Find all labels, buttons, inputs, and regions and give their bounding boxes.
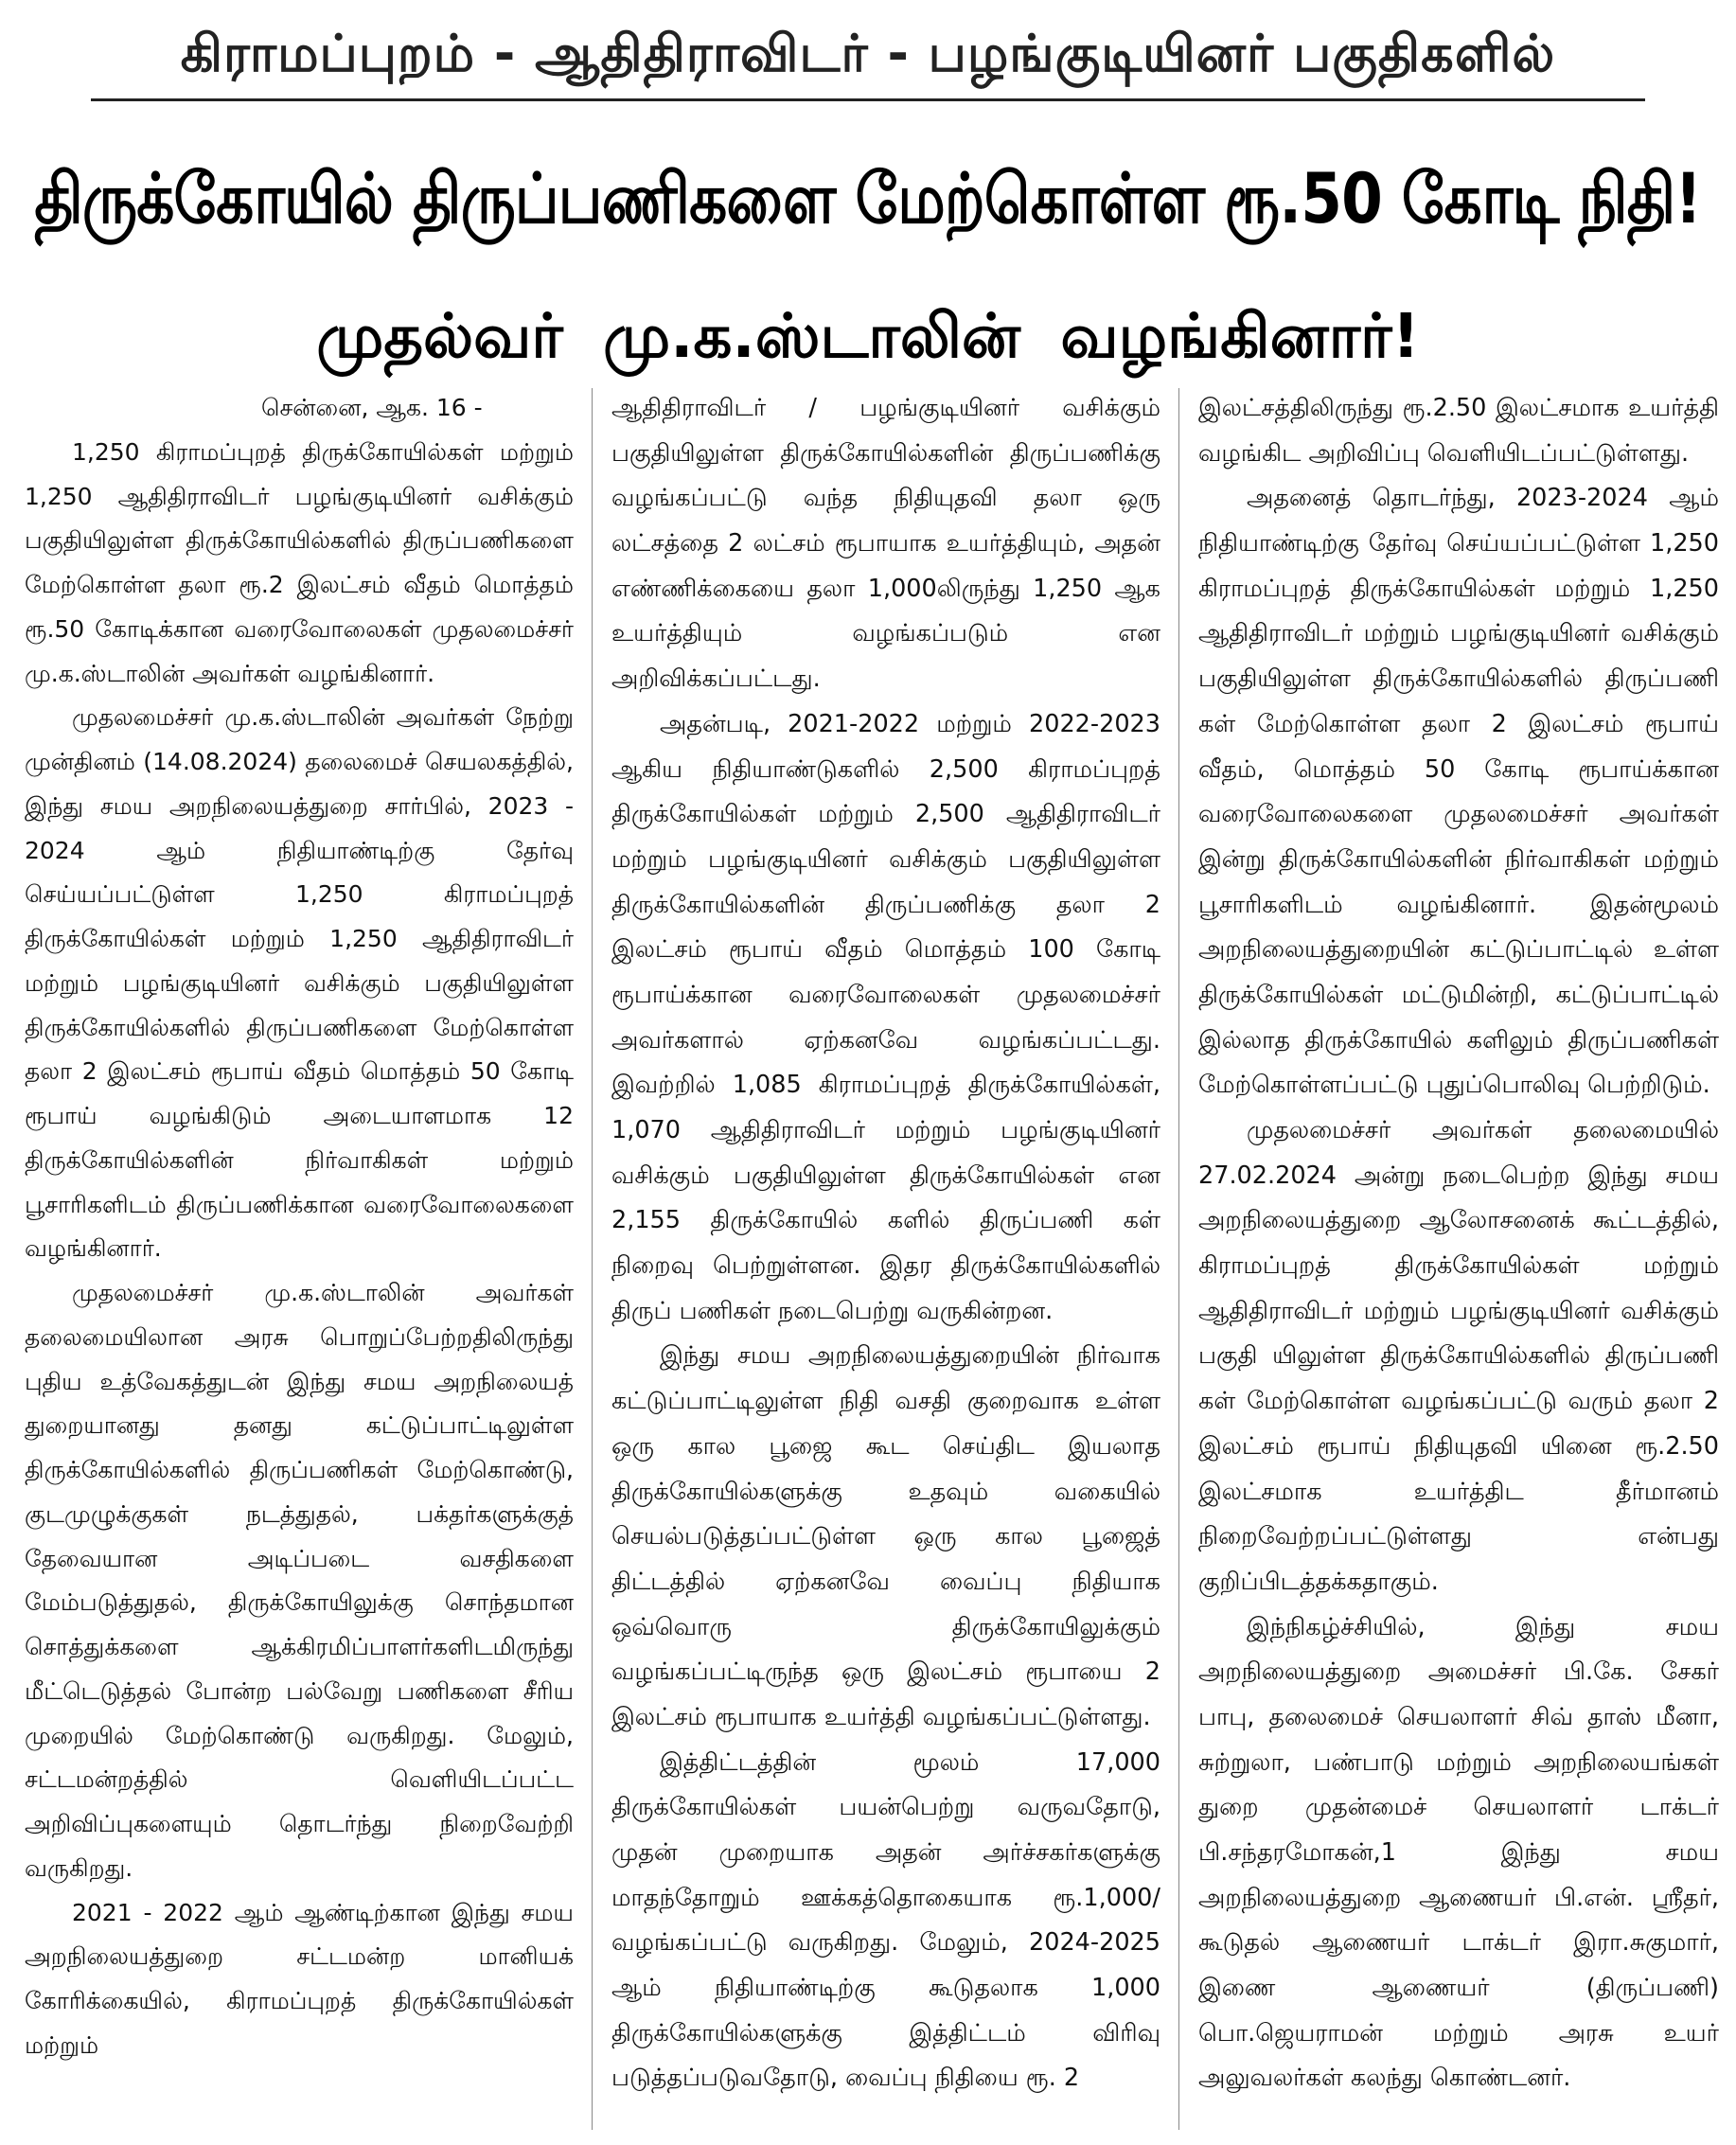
- article-paragraph: முதலமைச்சர் அவர்கள் தலைமையில் 27.02.2024 அன்று நடைபெற்ற இந்து சமய அறநிலையத்துறை ஆலோசனைக் கூட்டத்தில், கிராமப்புறத் திருக்கோயில்கள் மற்றும் ஆதிதிராவிடர் மற்றும் பழங்குடியினர் வசிக்கும் பகுதி யிலுள்ள திருக்கோயில்களில் திருப்பணி கள் மேற்கொள்ள வழங்கப்பட்டு வரும் தலா 2 இலட்சம் ரூபாய் நிதியுதவி யினை ரூ.2.50 இலட்சமாக உயர்த்திட தீர்மானம் நிறைவேற்றப்பட்டுள்ளது என்பது குறிப்பிடத்தக்கதாகும்.: [1198, 1116, 1719, 1596]
- article-column-3: [1198, 386, 1719, 2137]
- article-paragraph: முதலமைச்சர் மு.க.ஸ்டாலின் அவர்கள் தலைமையிலான அரசு பொறுப்பேற்றதிலிருந்து புதிய உத்வேகத்துடன் இந்து சமய அறநிலையத் துறையானது தனது கட்டுப்பாட்டிலுள்ள திருக்கோயில்களில் திருப்பணிகள் மேற்கொண்டு, குடமுழுக்குகள் நடத்துதல், பக்தர்களுக்குத் தேவையான அடிப்படை வசதிகளை மேம்படுத்துதல், திருக்கோயிலுக்கு சொந்தமான சொத்துக்களை ஆக்கிரமிப்பாளர்களிடமிருந்து மீட்டெடுத்தல் போன்ற பல்வேறு பணிகளை சீரிய முறையில் மேற்கொண்டு வருகிறது. மேலும், சட்டமன்றத்தில் வெளியிடப்பட்ட அறிவிப்புகளையும் தொடர்ந்து நிறைவேற்றி வருகிறது.: [25, 1279, 574, 1882]
- article-paragraph: 1,250 கிராமப்புறத் திருக்கோயில்கள் மற்றும் 1,250 ஆதிதிராவிடர் பழங்குடியினர் வசிக்கும் பகுதியிலுள்ள திருக்கோயில்களில் திருப்பணிகளை மேற்கொள்ள தலா ரூ.2 இலட்சம் வீதம் மொத்தம் ரூ.50 கோடிக்கான வரைவோலைகள் முதலமைச்சர் மு.க.ஸ்டாலின் அவர்கள் வழங்கினார்.: [25, 437, 574, 687]
- article-paragraph: 2021 - 2022 ஆம் ஆண்டிற்கான இந்து சமய அறநிலையத்துறை சட்டமன்ற மானியக் கோரிக்கையில், கிராமப்புறத் திருக்கோயில்கள் மற்றும்: [25, 1898, 574, 2059]
- headline-text: திருக்கோயில் திருப்பணிகளை மேற்கொள்ள ரூ.50 கோடி நிதி!: [34, 158, 1702, 239]
- dateline: சென்னை, ஆக. 16 -: [261, 394, 483, 421]
- article-paragraph: இந்து சமய அறநிலையத்துறையின் நிர்வாக கட்டுப்பாட்டிலுள்ள நிதி வசதி குறைவாக உள்ள ஒரு கால பூஜை கூட செய்திட இயலாத திருக்கோயில்களுக்கு உதவும் வகையில் செயல்படுத்தப்பட்டுள்ள ஒரு கால பூஜைத் திட்டத்தில் ஏற்கனவே வைப்பு நிதியாக ஒவ்வொரு திருக்கோயிலுக்கும் வழங்கப்பட்டிருந்த ஒரு இலட்சம் ரூபாயை 2 இலட்சம் ரூபாயாக உயர்த்தி வழங்கப்பட்டுள்ளது.: [611, 1341, 1160, 1731]
- article-paragraph: முதலமைச்சர் மு.க.ஸ்டாலின் அவர்கள் நேற்று முன்தினம் (14.08.2024) தலைமைச் செயலகத்தில், இந்து சமய அறநிலையத்துறை சார்பில், 2023 - 2024 ஆம் நிதியாண்டிற்கு தேர்வு செய்யப்பட்டுள்ள 1,250 கிராமப்புறத் திருக்கோயில்கள் மற்றும் 1,250 ஆதிதிராவிடர் மற்றும் பழங்குடியினர் வசிக்கும் பகுதியிலுள்ள திருக்கோயில்களில் திருப்பணிகளை மேற்கொள்ள தலா 2 இலட்சம் ரூபாய் வீதம் மொத்தம் 50 கோடி ரூபாய் வழங்கிடும் அடையாளமாக 12 திருக்கோயில்களின் நிர்வாகிகள் மற்றும் பூசாரிகளிடம் திருப்பணிக்கான வரைவோலைகளை வழங்கினார்.: [25, 703, 574, 1263]
- article-column-1: [25, 386, 574, 2137]
- article-paragraph: இத்திட்டத்தின் மூலம் 17,000 திருக்கோயில்கள் பயன்பெற்று வருவதோடு, முதன் முறையாக அதன் அர்ச்சகர்களுக்கு மாதந்தோறும் ஊக்கத்தொகையாக ரூ.1,000/ வழங்கப்பட்டு வருகிறது. மேலும், 2024-2025 ஆம் நிதியாண்டிற்கு கூடுதலாக 1,000 திருக்கோயில்களுக்கு இத்திட்டம் விரிவு படுத்தப்படுவதோடு, வைப்பு நிதியை ரூ. 2: [611, 1747, 1160, 2093]
- article-paragraph: ஆதிதிராவிடர் / பழங்குடியினர் வசிக்கும் பகுதியிலுள்ள திருக்கோயில்களின் திருப்பணிக்கு வழங்கப்பட்டு வந்த நிதியுதவி தலா ஒரு லட்சத்தை 2 லட்சம் ரூபாயாக உயர்த்தியும், அதன் எண்ணிக்கையை தலா 1,000லிருந்து 1,250 ஆக உயர்த்தியும் வழங்கப்படும் என அறிவிக்கப்பட்டது.: [611, 394, 1160, 694]
- article-paragraph: இலட்சத்திலிருந்து ரூ.2.50 இலட்சமாக உயர்த்தி வழங்கிட அறிவிப்பு வெளியிடப்பட்டுள்ளது.: [1198, 394, 1719, 468]
- headline: [19, 114, 1717, 293]
- article-column-2: [611, 386, 1160, 2137]
- article-paragraph: அதன்படி, 2021-2022 மற்றும் 2022-2023 ஆகிய நிதியாண்டுகளில் 2,500 கிராமப்புறத் திருக்கோயில்கள் மற்றும் 2,500 ஆதிதிராவிடர் மற்றும் பழங்குடியினர் வசிக்கும் பகுதியிலுள்ள திருக்கோயில்களின் திருப்பணிக்கு தலா 2 இலட்சம் ரூபாய் வீதம் மொத்தம் 100 கோடி ரூபாய்க்கான வரைவோலைகள் முதலமைச்சர் அவர்களால் ஏற்கனவே வழங்கப்பட்டது. இவற்றில் 1,085 கிராமப்புறத் திருக்கோயில்கள், 1,070 ஆதிதிராவிடர் மற்றும் பழங்குடியினர் வசிக்கும் பகுதியிலுள்ள திருக்கோயில்கள் என 2,155 திருக்கோயில் களில் திருப்பணி கள் நிறைவு பெற்றுள்ளன. இதர திருக்கோயில்களில் திருப் பணிகள் நடைபெற்று வருகின்றன.: [611, 709, 1160, 1325]
- kicker-text: கிராமப்புறம் - ஆதிதிராவிடர் - பழங்குடியினர் பகுதிகளில்: [180, 23, 1556, 83]
- subheadline: [0, 293, 1736, 388]
- subheadline-text: முதல்வர் மு.க.ஸ்டாலின் வழங்கினார்!: [316, 302, 1420, 372]
- kicker-underline: [91, 98, 1645, 101]
- kicker-line: [0, 0, 1736, 114]
- article-body: [25, 386, 1719, 2137]
- article-paragraph: அதனைத் தொடர்ந்து, 2023-2024 ஆம் நிதியாண்டிற்கு தேர்வு செய்யப்பட்டுள்ள 1,250 கிராமப்புறத் திருக்கோயில்கள் மற்றும் 1,250 ஆதிதிராவிடர் மற்றும் பழங்குடியினர் வசிக்கும் பகுதியிலுள்ள திருக்கோயில்களில் திருப்பணி கள் மேற்கொள்ள தலா 2 இலட்சம் ரூபாய் வீதம், மொத்தம் 50 கோடி ரூபாய்க்கான வரைவோலைகளை முதலமைச்சர் அவர்கள் இன்று திருக்கோயில்களின் நிர்வாகிகள் மற்றும் பூசாரிகளிடம் வழங்கினார். இதன்மூலம் அறநிலையத்துறையின் கட்டுப்பாட்டில் உள்ள திருக்கோயில்கள் மட்டுமின்றி, கட்டுப்பாட்டில் இல்லாத திருக்கோயில் களிலும் திருப்பணிகள் மேற்கொள்ளப்பட்டு புதுப்பொலிவு பெற்றிடும்.: [1198, 484, 1719, 1100]
- article-paragraph: இந்நிகழ்ச்சியில், இந்து சமய அறநிலையத்துறை அமைச்சர் பி.கே. சேகர் பாபு, தலைமைச் செயலாளர் சிவ் தாஸ் மீனா, சுற்றுலா, பண்பாடு மற்றும் அறநிலையங்கள் துறை முதன்மைச் செயலாளர் டாக்டர் பி.சந்தரமோகன்,1 இந்து சமய அறநிலையத்துறை ஆணையர் பி.என். ஸ்ரீதர், கூடுதல் ஆணையர் டாக்டர் இரா.சுகுமார், இணை ஆணையர் (திருப்பணி) பொ.ஜெயராமன் மற்றும் அரசு உயர் அலுவலர்கள் கலந்து கொண்டனர்.: [1198, 1612, 1719, 2093]
